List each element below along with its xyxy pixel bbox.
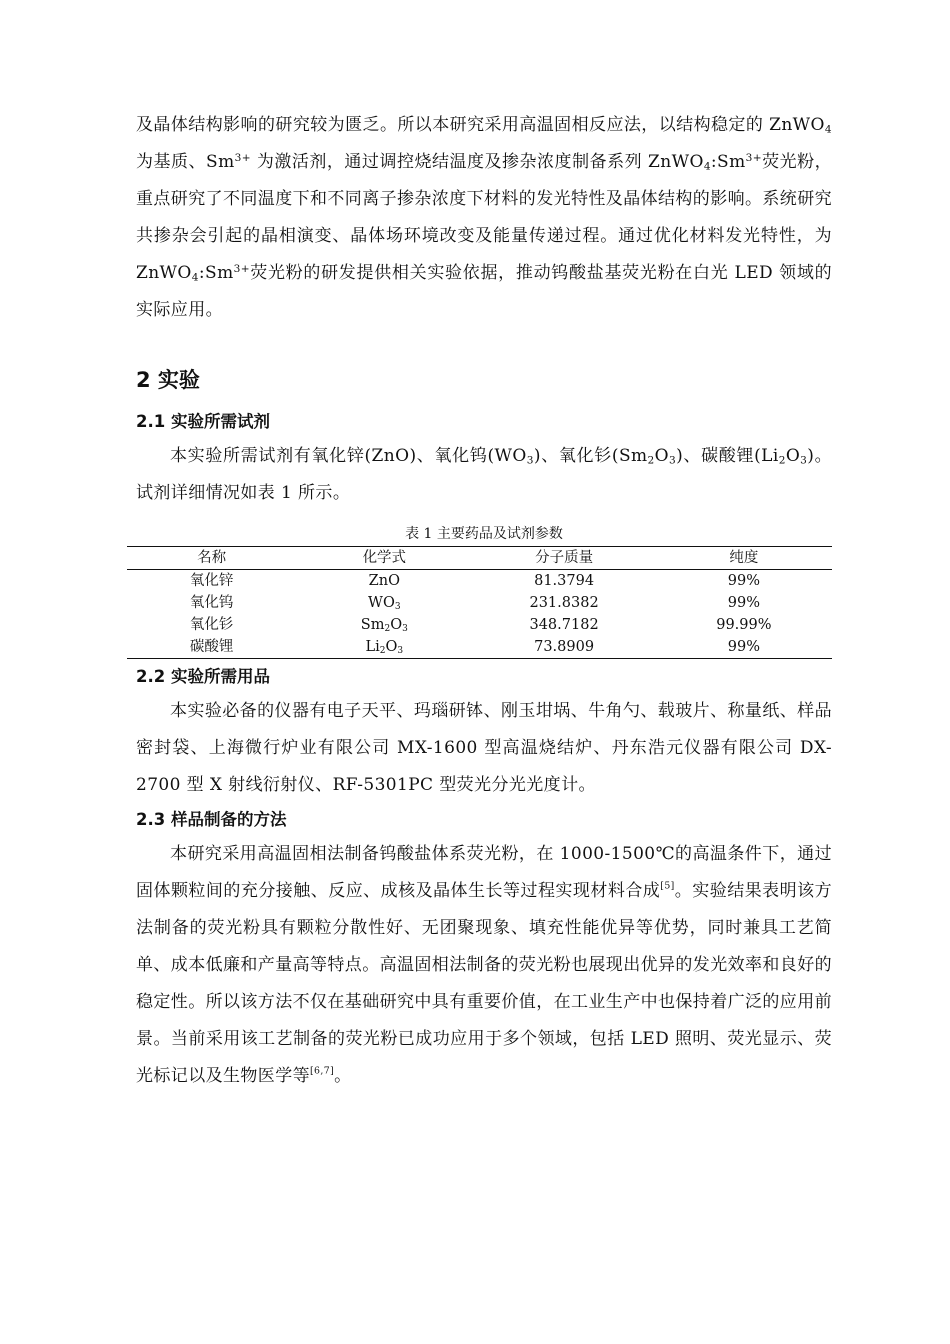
text-run: :Sm	[710, 152, 746, 172]
text-run: 。实验结果表明该方法制备的荧光粉具有颗粒分散性好、无团聚现象、填充性能优异等优势，同时兼具工艺简单、成本低廉和产量高等特点。高温固相法制备的荧光粉也展现出优异的发光效率和良好的稳定性。所以该方法不仅在基础研究中具有重要价值，在工业生产中也保持着广泛的应用前景。当前采用该工艺制备的荧光粉已成功应用于多个领域，包括 LED 照明、荧光显示、荧光标记以及生物医学等	[136, 881, 832, 1086]
subscript: 4	[703, 160, 711, 173]
cell-formula	[296, 592, 472, 614]
cell-name: 氧化锌	[189, 573, 234, 589]
formula-text: O	[390, 617, 403, 633]
cell-purity: 99%	[656, 636, 832, 659]
citation: [6,7]	[310, 1065, 335, 1077]
superscript: 3+	[745, 152, 762, 165]
cell-purity: 99%	[727, 595, 760, 611]
table-row	[127, 636, 832, 659]
formula-text: O	[385, 639, 398, 655]
header-name: 名称	[127, 547, 296, 570]
text-run: 本研究采用高温固相法制备钨酸盐体系荧光粉，在 1000-1500℃的高温条件下，通过固体颗粒间的充分接触、反应、成核及晶体生长等过程实现材料合成	[136, 844, 832, 901]
subsection-heading-preparation: 2.3 样品制备的方法	[136, 810, 287, 829]
cell-formula	[296, 636, 472, 659]
text-run: 本实验所需试剂有氧化锌(ZnO)、氧化钨(WO	[170, 446, 527, 466]
subscript: 2	[647, 454, 655, 467]
subscript: 4	[824, 123, 832, 136]
cell-mass: 231.8382	[529, 595, 599, 611]
formula-text: Li	[365, 639, 380, 655]
text-run: )、氧化钐(Sm	[533, 446, 648, 466]
text-run: O	[654, 446, 669, 466]
superscript: 3+	[234, 152, 251, 165]
text-run: 为激活剂，通过调控烧结温度及掺杂浓度制备系列 ZnWO	[250, 152, 704, 172]
text-run: 荧光粉，重点研究了不同温度下和不同离子掺杂浓度下材料的发光特性及晶体结构的影响。系统研究共掺杂会引起的晶相演变、晶体场环境改变及能量传递过程。通过优化材料发光特性，为 ZnWO	[136, 152, 832, 283]
cell-mass: 73.8909	[472, 636, 655, 659]
section-heading-experiment: 2 实验	[136, 368, 200, 392]
header-formula: 化学式	[296, 547, 472, 570]
intro-paragraph	[136, 107, 832, 329]
subscript: 3	[402, 624, 408, 635]
formula-text: ZnO	[368, 573, 400, 589]
text-run: )、碳酸锂(Li	[676, 446, 779, 466]
subscript: 3	[800, 454, 808, 467]
cell-mass: 348.7182	[529, 617, 599, 633]
subscript: 2	[778, 454, 786, 467]
subscript: 3	[526, 454, 534, 467]
text-run: :Sm	[198, 263, 234, 283]
header-mass: 分子质量	[472, 547, 655, 570]
subscript: 4	[191, 271, 199, 284]
superscript: 3+	[233, 263, 250, 276]
cell-mass: 81.3794	[534, 573, 595, 589]
cell-purity: 99.99%	[716, 617, 772, 633]
table-row	[127, 592, 832, 614]
cell-name: 氧化钨	[189, 595, 234, 611]
cell-name: 氧化钐	[189, 617, 234, 633]
text-run: 。	[334, 1066, 352, 1086]
citation: [5]	[660, 880, 675, 892]
subsection-heading-equipment: 2.2 实验所需用品	[136, 667, 270, 686]
table-caption: 表 1 主要药品及试剂参数	[405, 526, 563, 542]
table-header-row	[127, 547, 832, 570]
subscript: 2	[379, 646, 386, 657]
reagents-paragraph	[136, 438, 832, 512]
equipment-paragraph: 本实验必备的仪器有电子天平、玛瑙研钵、刚玉坩埚、牛角勺、载玻片、称量纸、样品密封袋、上海微行炉业有限公司 MX-1600 型高温烧结炉、丹东浩元仪器有限公司 DX-2700 型 X 射线衍射仪、RF-5301PC 型荧光分光光度计。	[136, 701, 832, 795]
table-row	[127, 614, 832, 636]
text-run: 为基质、Sm	[136, 152, 235, 172]
subscript: 3	[397, 646, 404, 657]
header-purity: 纯度	[656, 547, 832, 570]
formula-text: WO	[368, 595, 395, 611]
text-run: O	[785, 446, 801, 466]
subscript: 3	[394, 602, 401, 613]
preparation-paragraph	[136, 836, 832, 1095]
cell-purity: 99%	[727, 573, 760, 589]
subsection-heading-reagents: 2.1 实验所需试剂	[136, 412, 270, 431]
text-run: 荧光粉的研发提供相关实验依据，推动钨酸盐基荧光粉在白光 LED 领域的实际应用。	[136, 263, 832, 320]
cell-formula	[296, 614, 472, 636]
cell-formula	[296, 570, 472, 593]
subscript: 2	[384, 624, 391, 635]
formula-text: Sm	[360, 617, 385, 633]
reagents-table	[127, 546, 832, 659]
cell-name: 碳酸锂	[127, 636, 296, 659]
text-run: )。试剂详细情况如表 1 所示。	[136, 446, 832, 503]
text-run: 及晶体结构影响的研究较为匮乏。所以本研究采用高温固相反应法，以结构稳定的 ZnWO	[136, 115, 825, 135]
subscript: 3	[668, 454, 677, 467]
table-row	[127, 570, 832, 593]
page-content	[136, 107, 832, 1095]
